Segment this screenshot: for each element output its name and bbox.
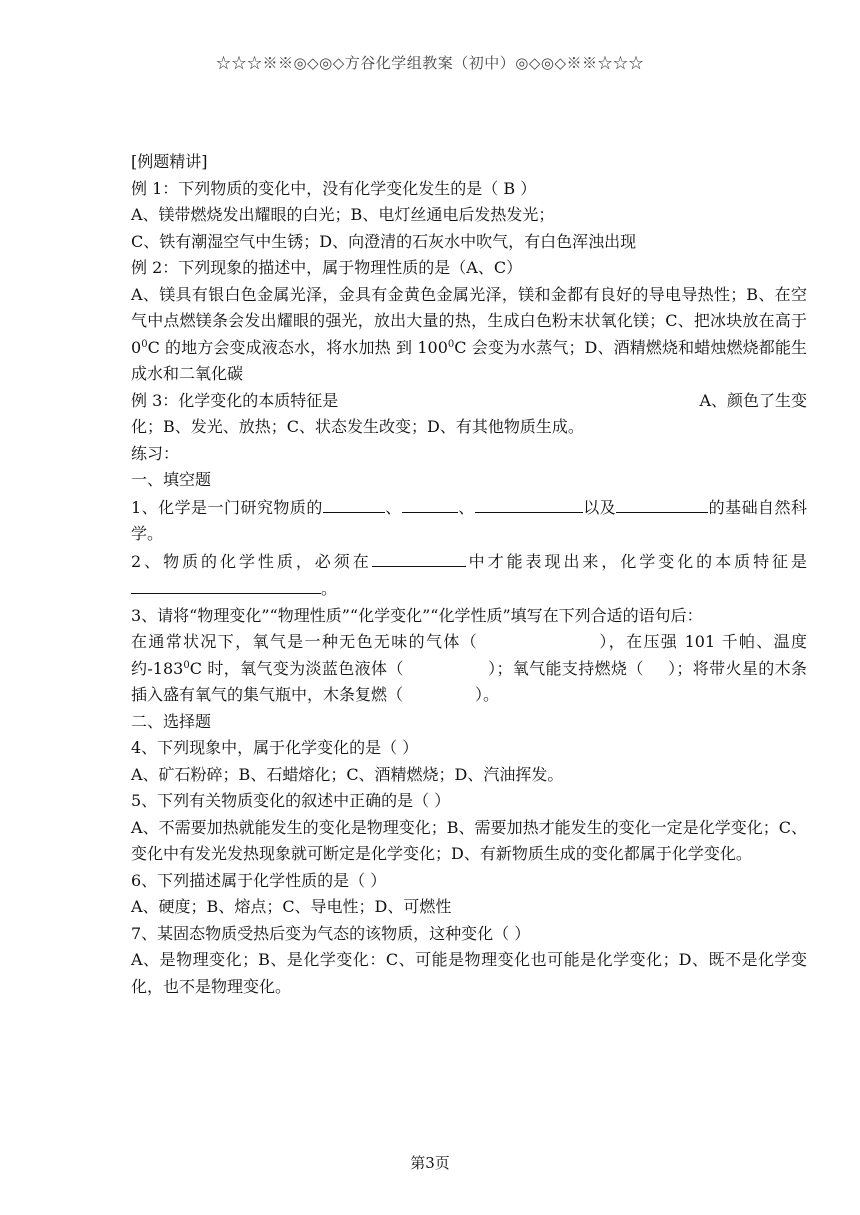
example-1-question: 例 1：下列物质的变化中，没有化学变化发生的是（ B ） — [131, 178, 537, 198]
question-6-options: A、硬度；B、熔点；C、导电性；D、可燃性 — [131, 897, 452, 916]
answer-blank[interactable] — [402, 494, 458, 513]
answer-blank[interactable] — [323, 494, 385, 513]
example-2-question: 例 2：下列现象的描述中，属于物理性质的是（A、C） — [131, 258, 523, 277]
question-6: 6、下列描述属于化学性质的是（ ） — [131, 870, 387, 890]
page-number: 第3页 — [410, 1154, 450, 1172]
question-4: 4、下列现象中，属于化学变化的是（ ） — [131, 738, 419, 757]
question-1: 1、化学是一门研究物质的 、 、 以及 的基础自然科学。 — [131, 494, 807, 548]
page-header: ☆☆☆※※◎◇◎◇方谷化学组教案（初中）◎◇◎◇※※☆☆☆ — [216, 54, 644, 72]
question-7-options: A、是物理变化；B、是化学变化：C、可能是物理变化也可能是化学变化；D、既不是化学变化，也不是物理变化。 — [131, 950, 807, 996]
question-5-options: A、不需要加热就能发生的变化是物理变化；B、需要加热才能发生的变化一定是化学变化；C、变化中有发光发热现象就可断定是化学变化；D、有新物质生成的变化都属于化学变化。 — [131, 817, 807, 863]
example-2-options: A、镁具有银白色金属光泽，金具有金黄色金属光泽，镁和金都有良好的导电导热性；B、在空气中点燃镁条会发出耀眼的强光，放出大量的热，生成白色粉末状氧化镁；C、把冰块放在高于 $0^0C$ 的地方会变成液态水，将水加热 到 $100^0C$ 会变为水蒸气；D、酒精燃烧和蜡烛燃烧都能生成水和二氧化碳 — [131, 284, 807, 383]
answer-blank[interactable] — [475, 494, 583, 513]
choice-section-title: 二、选择题 — [131, 711, 212, 731]
example-3-options: 化；B、发光、放热；C、状态发生改变；D、有其他物质生成。 — [131, 417, 584, 436]
example-1-options-cd: C、铁有潮湿空气中生锈；D、向澄清的石灰水中吹气，有白色浑浊出现 — [131, 231, 637, 251]
fill-in-section-title: 一、填空题 — [131, 470, 212, 489]
document-body — [131, 149, 807, 1000]
answer-blank[interactable] — [616, 494, 708, 513]
section-heading-examples: [例题精讲] — [131, 152, 208, 171]
question-4-options: A、矿石粉碎；B、石蜡熔化；C、酒精燃烧；D、汽油挥发。 — [131, 764, 564, 784]
question-3-passage: 在通常状况下，氧气是一种无色无味的气体（ ），在压强 101 千帕、温度约$-183^0C$ 时，氧气变为淡蓝色液体（ ）；氧气能支持燃烧（ ）；将带火星的木条插入盛有氧气的集气瓶中，木条复燃（ ）。 — [131, 632, 807, 704]
practice-heading: 练习： — [131, 443, 180, 463]
answer-blank[interactable] — [131, 575, 321, 594]
example-1-options-ab: A、镁带燃烧发出耀眼的白光；B、电灯丝通电后发热发光； — [131, 205, 555, 224]
question-2: 2、物质的化学性质，必须在 中才能表现出来，化学变化的本质特征是。 — [131, 548, 807, 603]
question-3: 3、请将“物理变化”“物理性质”“化学变化”“化学性质”填写在下列合适的语句后： — [131, 605, 703, 625]
question-7: 7、某固态物质受热后变为气态的该物质，这种变化（ ） — [131, 923, 531, 943]
example-3-question: 例 3：化学变化的本质特征是 A、颜色了生变 — [131, 390, 807, 410]
answer-blank[interactable] — [372, 548, 466, 567]
question-5: 5、下列有关物质变化的叙述中正确的是（ ） — [131, 791, 451, 810]
